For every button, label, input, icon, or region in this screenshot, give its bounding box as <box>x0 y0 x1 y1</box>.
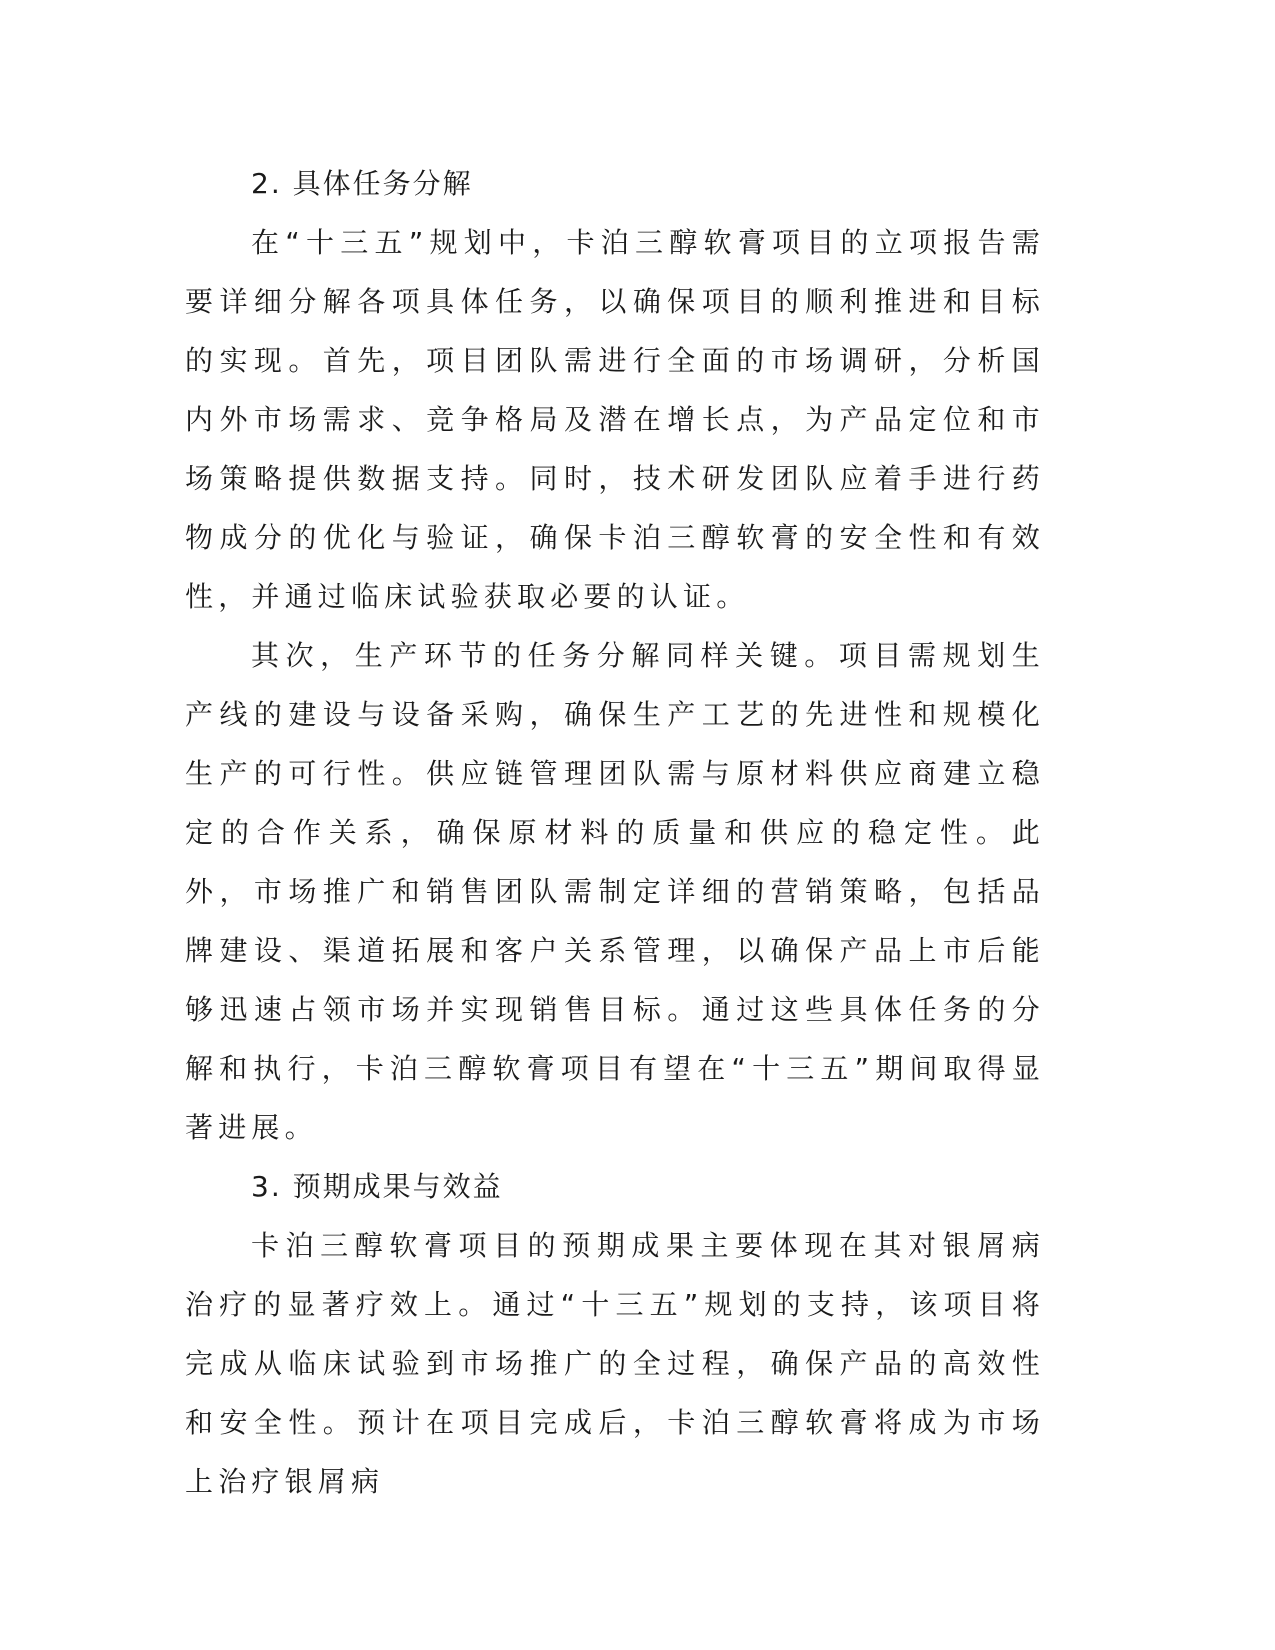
paragraph-task-breakdown-2: 其次，生产环节的任务分解同样关键。项目需规划生产线的建设与设备采购，确保生产工艺的先进性和规模化生产的可行性。供应链管理团队需与原材料供应商建立稳定的合作关系，确保原材料的质量和供应的稳定性。此外，市场推广和销售团队需制定详细的营销策略，包括品牌建设、渠道拓展和客户关系管理，以确保产品上市后能够迅速占领市场并实现销售目标。通过这些具体任务的分解和执行，卡泊三醇软膏项目有望在“十三五”期间取得显著进展。 <box>185 639 1045 1144</box>
section-heading-expected-results: 3. 预期成果与效益 <box>251 1170 503 1203</box>
section-heading-task-breakdown: 2. 具体任务分解 <box>251 167 473 200</box>
document-body <box>185 154 1045 1511</box>
paragraph-task-breakdown-1: 在“十三五”规划中，卡泊三醇软膏项目的立项报告需要详细分解各项具体任务，以确保项目的顺利推进和目标的实现。首先，项目团队需进行全面的市场调研，分析国内外市场需求、竞争格局及潜在增长点，为产品定位和市场策略提供数据支持。同时，技术研发团队应着手进行药物成分的优化与验证，确保卡泊三醇软膏的安全性和有效性，并通过临床试验获取必要的认证。 <box>185 226 1045 613</box>
paragraph-expected-results-1: 卡泊三醇软膏项目的预期成果主要体现在其对银屑病治疗的显著疗效上。通过“十三五”规划的支持，该项目将完成从临床试验到市场推广的全过程，确保产品的高效性和安全性。预计在项目完成后，卡泊三醇软膏将成为市场上治疗银屑病 <box>185 1229 1045 1498</box>
